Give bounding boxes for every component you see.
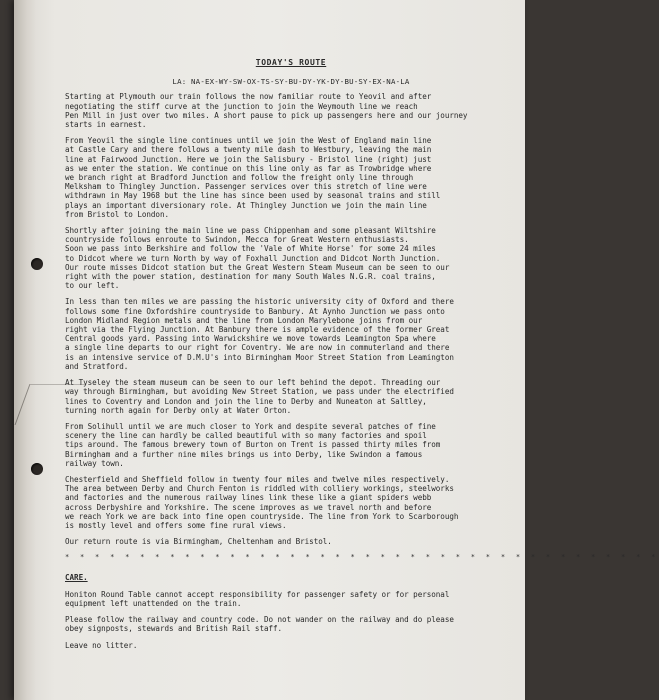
separator-line: * * * * * * * * * * * * * * * * * * * * * * * * * * * * * * * * * * * * * * * * xyxy=(65,553,659,562)
care-paragraph-1: Honiton Round Table cannot accept responsibility for passenger safety or for personal equipment left unattended on the train. xyxy=(65,589,450,608)
punch-hole-top xyxy=(31,258,43,270)
care-paragraph-2: Please follow the railway and country code. Do not wander on the railway and do please obey signposts, stewards and British Rail staff. xyxy=(65,615,454,634)
route-codes: LA: NA-EX-WY-SW-OX-TS-SY-BU-DY-YK-DY-BU-SY-EX-NA-LA xyxy=(172,77,410,87)
paragraph-4: In less than ten miles we are passing the historic university city of Oxford and there follows some fine Oxfordshire countryside to Banbury. At Aynho Junction we pass onto London Midland Region metals and the line from London Marylebone joins from our right via the Flying Junction. At Banbury there is ample evidence of the former Great Central goods yard. Passing into Warwickshire we move towards Leamington Spa where a single line departs to our right for Coventry. We are now in commuterland and there is an intensive service of D.M.U's into Birmingham Moor Street Station from Leamington and Stratford. xyxy=(65,297,454,371)
paragraph-1: Starting at Plymouth our train follows the now familiar route to Yeovil and after negotiating the stiff curve at the junction to join the Weymouth line we reach Pen Mill in just over two miles. A short pause to pick up passengers here and our journey starts in earnest. xyxy=(65,92,468,130)
document-title: TODAY'S ROUTE xyxy=(255,58,327,67)
care-heading: CARE. xyxy=(65,572,88,582)
paragraph-8: Our return route is via Birmingham, Cheltenham and Bristol. xyxy=(65,537,332,547)
document-body xyxy=(65,58,659,657)
paragraph-7: Chesterfield and Sheffield follow in twenty four miles and twelve miles respectively. The area between Derby and Church Fenton is riddled with colliery workings, steelworks and factories and the numerous railway lines link these like a giant spiders webb across Derbyshire and Yorkshire. The scene improves as we travel north and before we reach York we are back into fine open countryside. The line from York to Scarborough is mostly level and offers some fine rural views. xyxy=(65,474,459,530)
paragraph-3: Shortly after joining the main line we pass Chippenham and some pleasant Wiltshire countryside follows enroute to Swindon, Mecca for Great Western enthusiasts. Soon we pass into Berkshire and follow the 'Vale of White Horse' for some 24 miles to Didcot where we turn North by way of Foxhall Junction and Didcot North Junction. Our route misses Didcot station but the Great Western Steam Museum can be seen to our right with the power station, destination for many South Wales N.G.R. coal trains, to our left. xyxy=(65,226,450,291)
paragraph-6: From Solihull until we are much closer to York and despite several patches of fine scenery the line can hardly be called beautiful with so many factories and spoil tips around. The famous brewery town of Burton on Trent is passed thirty miles from Birmingham and a further nine miles brings us into Derby, like Swindon a famous railway town. xyxy=(65,421,441,468)
care-paragraph-3: Leave no litter. xyxy=(65,640,138,650)
paragraph-5: At Tyseley the steam museum can be seen to our left behind the depot. Threading our way through Birmingham, but avoiding New Street Station, we pass under the electrified lines to Coventry and London and join the line to Derby and Nuneaton at Saltley, turning north again for Derby only at Water Orton. xyxy=(65,378,454,415)
paragraph-2: From Yeovil the single line continues until we join the West of England main line at Castle Cary and there follows a twenty mile dash to Westbury, leaving the main line at Fairwood Junction. Here we join the Salisbury - Bristol line (right) just as we enter the station. We continue on this line only as far as Trowbridge where we branch right at Bradford Junction and follow the freight only line through Melksham to Thingley Junction. Passenger services over this stretch of line were withdrawn in May 1968 but the line has since been used by seasonal trains and still plays an important diversionary role. At Thingley Junction we join the main line from Bristol to London. xyxy=(65,136,441,219)
document-page xyxy=(14,0,659,700)
page-fold-shadow xyxy=(14,0,36,700)
punch-hole-bottom xyxy=(31,463,43,475)
